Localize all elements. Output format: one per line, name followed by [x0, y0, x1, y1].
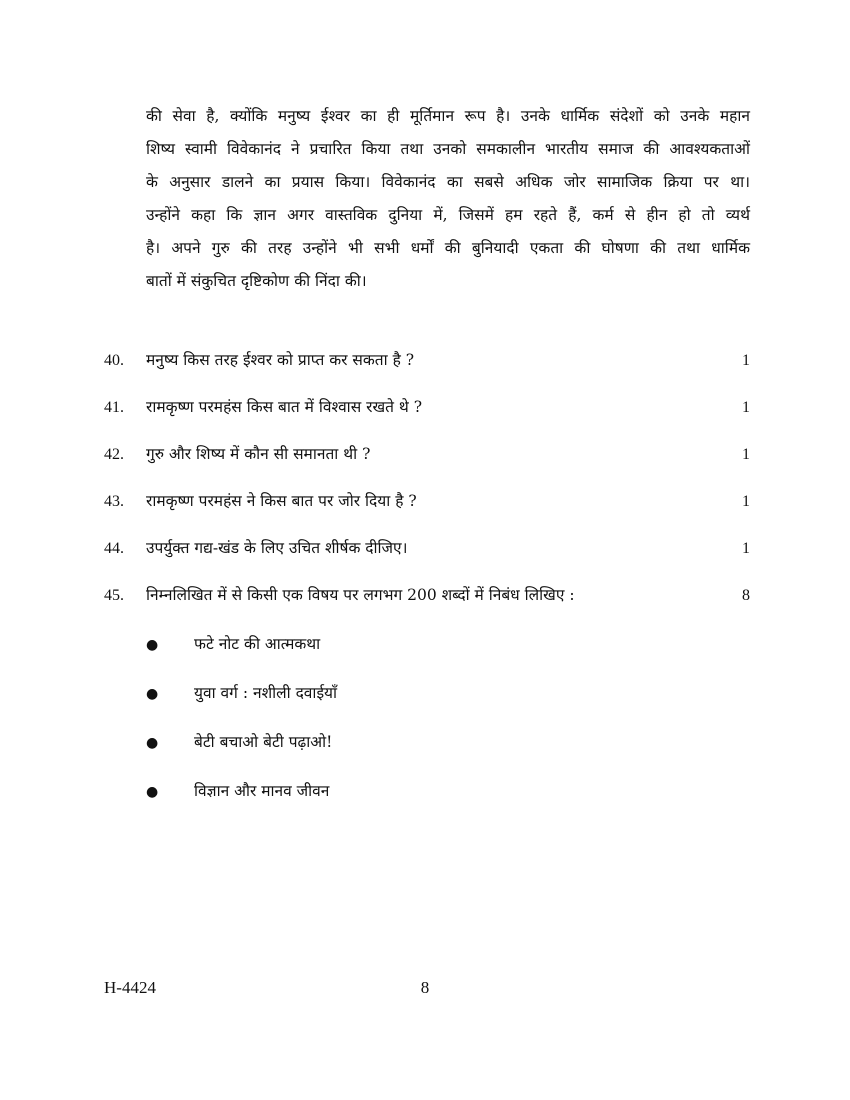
question-marks: 1 — [742, 540, 750, 557]
question-text: उपर्युक्त गद्य-खंड के लिए उचित शीर्षक दीजिए। — [146, 539, 408, 557]
question-text: मनुष्य किस तरह ईश्वर को प्राप्त कर सकता है ? — [146, 351, 415, 369]
question-text: निम्नलिखित में से किसी एक विषय पर लगभग 200 शब्दों में निबंध लिखिए : — [146, 586, 575, 604]
question-42 — [104, 442, 750, 489]
essay-topic — [146, 779, 646, 828]
question-list — [104, 348, 750, 630]
question-number: 45. — [104, 587, 124, 604]
question-text: गुरु और शिष्य में कौन सी समानता थी ? — [146, 445, 371, 463]
question-41 — [104, 395, 750, 442]
question-40 — [104, 348, 750, 395]
bullet-icon: ● — [146, 686, 159, 702]
question-44 — [104, 536, 750, 583]
passage-paragraph — [146, 100, 750, 298]
passage-line: उन्होंने कहा कि ज्ञान अगर वास्तविक दुनिया में, जिसमें हम रहते हैं, कर्म से हीन हो तो व्यर्थ — [146, 206, 750, 224]
passage-line: की सेवा है, क्योंकि मनुष्य ईश्वर का ही मूर्तिमान रूप है। उनके धार्मिक संदेशों को उनके महान — [146, 107, 750, 125]
essay-topic — [146, 730, 646, 779]
bullet-icon: ● — [146, 735, 159, 751]
essay-topic — [146, 681, 646, 730]
question-marks: 1 — [742, 352, 750, 369]
bullet-icon: ● — [146, 784, 159, 800]
question-number: 41. — [104, 399, 124, 416]
question-text: रामकृष्ण परमहंस ने किस बात पर जोर दिया है ? — [146, 492, 417, 510]
bullet-icon: ● — [146, 637, 159, 653]
question-marks: 1 — [742, 399, 750, 416]
paper-code: H-4424 — [104, 978, 156, 997]
page-number: 8 — [420, 978, 430, 997]
question-43 — [104, 489, 750, 536]
essay-topic-text: फटे नोट की आत्मकथा — [194, 635, 321, 653]
passage-line: के अनुसार डालने का प्रयास किया। विवेकानंद का सबसे अधिक जोर सामाजिक क्रिया पर था। — [146, 173, 750, 191]
question-number: 40. — [104, 352, 124, 369]
essay-topic-text: युवा वर्ग : नशीली दवाईयाँ — [194, 684, 338, 702]
question-45 — [104, 583, 750, 630]
passage-line: शिष्य स्वामी विवेकानंद ने प्रचारित किया तथा उनको समकालीन भारतीय समाज की आवश्यकताओं — [146, 140, 750, 158]
question-marks: 8 — [742, 587, 750, 604]
question-number: 43. — [104, 493, 124, 510]
question-text: रामकृष्ण परमहंस किस बात में विश्वास रखते थे ? — [146, 398, 423, 416]
question-marks: 1 — [742, 446, 750, 463]
essay-topic-text: विज्ञान और मानव जीवन — [194, 782, 330, 800]
passage-line: बातों में संकुचित दृष्टिकोण की निंदा की। — [146, 272, 367, 290]
essay-topic-list — [146, 632, 646, 828]
essay-topic-text: बेटी बचाओ बेटी पढ़ाओ! — [194, 733, 333, 751]
question-number: 42. — [104, 446, 124, 463]
passage-line: है। अपने गुरु की तरह उन्होंने भी सभी धर्मों की बुनियादी एकता की घोषणा की तथा धार्मिक — [146, 239, 750, 257]
essay-topic — [146, 632, 646, 681]
question-marks: 1 — [742, 493, 750, 510]
question-number: 44. — [104, 540, 124, 557]
